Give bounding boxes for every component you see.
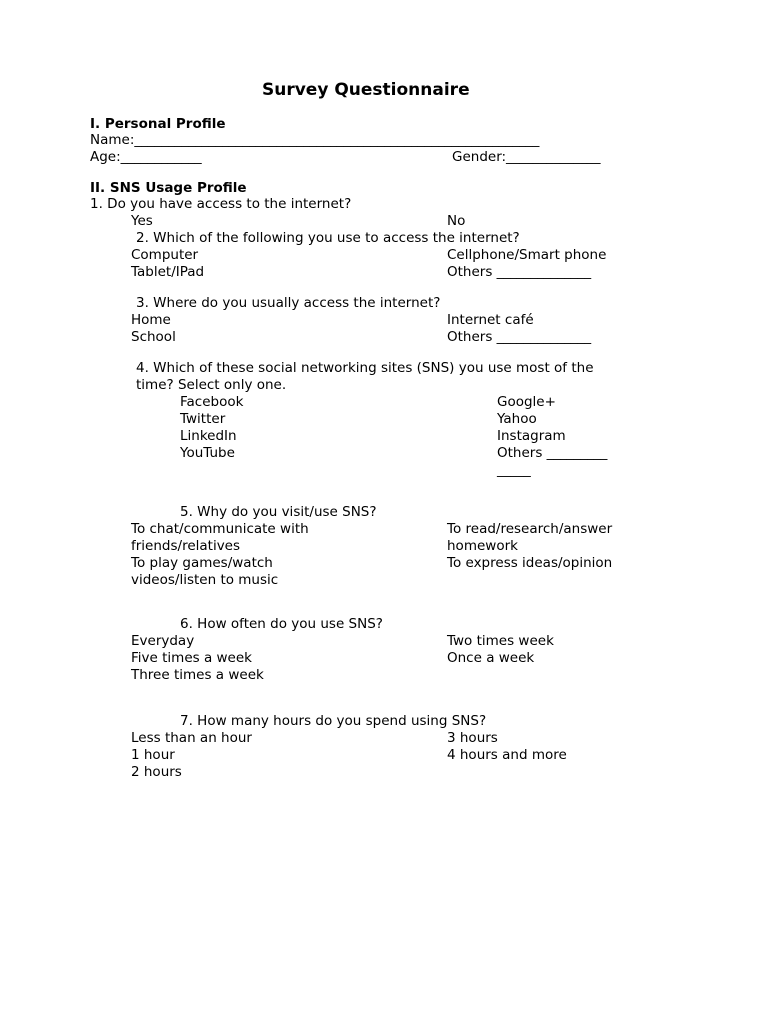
q2-option-others[interactable]: Others ______________ [447, 264, 592, 280]
q4-option-google-plus[interactable]: Google+ [497, 394, 556, 410]
name-field[interactable]: Name:____________________________________________________________ [90, 132, 540, 148]
q3-option-internet-cafe[interactable]: Internet café [447, 312, 534, 328]
sns-usage-heading: II. SNS Usage Profile [90, 180, 247, 196]
q6-option-everyday[interactable]: Everyday [131, 633, 195, 649]
q4-option-youtube[interactable]: YouTube [180, 445, 235, 461]
personal-profile-heading: I. Personal Profile [90, 116, 226, 132]
question-1: 1. Do you have access to the internet? [90, 196, 352, 212]
q6-option-two-times-week[interactable]: Two times week [447, 633, 554, 649]
q2-option-cellphone[interactable]: Cellphone/Smart phone [447, 247, 607, 263]
q4-option-twitter[interactable]: Twitter [180, 411, 226, 427]
q1-option-yes[interactable]: Yes [131, 213, 153, 229]
question-7: 7. How many hours do you spend using SNS? [180, 713, 487, 729]
q3-option-home[interactable]: Home [131, 312, 171, 328]
q2-option-tablet[interactable]: Tablet/IPad [131, 264, 205, 280]
q4-option-facebook[interactable]: Facebook [180, 394, 244, 410]
q6-option-once-a-week[interactable]: Once a week [447, 650, 535, 666]
question-3: 3. Where do you usually access the internet? [136, 295, 441, 311]
q3-option-others[interactable]: Others ______________ [447, 329, 592, 345]
q5-option-research-line-1[interactable]: To read/research/answer [447, 521, 613, 537]
q5-option-games-line-1[interactable]: To play games/watch [131, 555, 273, 571]
question-6: 6. How often do you use SNS? [180, 616, 383, 632]
q7-option-4-hours-more[interactable]: 4 hours and more [447, 747, 567, 763]
q7-option-less-than-hour[interactable]: Less than an hour [131, 730, 252, 746]
q4-option-instagram[interactable]: Instagram [497, 428, 566, 444]
q7-option-1-hour[interactable]: 1 hour [131, 747, 175, 763]
question-4-line-2: time? Select only one. [136, 377, 287, 393]
document-title: Survey Questionnaire [262, 80, 470, 100]
age-field[interactable]: Age:____________ [90, 149, 202, 165]
q6-option-three-times-week[interactable]: Three times a week [131, 667, 264, 683]
question-2: 2. Which of the following you use to access the internet? [136, 230, 520, 246]
q5-option-chat-line-1[interactable]: To chat/communicate with [131, 521, 309, 537]
q1-option-no[interactable]: No [447, 213, 466, 229]
q7-option-3-hours[interactable]: 3 hours [447, 730, 498, 746]
q6-option-five-times-week[interactable]: Five times a week [131, 650, 252, 666]
q5-option-research-line-2[interactable]: homework [447, 538, 518, 554]
q5-option-express-ideas[interactable]: To express ideas/opinion [447, 555, 613, 571]
question-4-line-1: 4. Which of these social networking sites (SNS) you use most of the [136, 360, 594, 376]
q5-option-games-line-2[interactable]: videos/listen to music [131, 572, 279, 588]
q4-option-others[interactable]: Others _________ [497, 445, 608, 461]
q7-option-2-hours[interactable]: 2 hours [131, 764, 182, 780]
q4-option-yahoo[interactable]: Yahoo [497, 411, 537, 427]
q2-option-computer[interactable]: Computer [131, 247, 199, 263]
question-5: 5. Why do you visit/use SNS? [180, 504, 377, 520]
gender-field[interactable]: Gender:______________ [452, 149, 601, 165]
q4-option-linkedin[interactable]: LinkedIn [180, 428, 237, 444]
q5-option-chat-line-2[interactable]: friends/relatives [131, 538, 241, 554]
q3-option-school[interactable]: School [131, 329, 176, 345]
q4-others-blank-continuation[interactable]: _____ [497, 462, 531, 478]
